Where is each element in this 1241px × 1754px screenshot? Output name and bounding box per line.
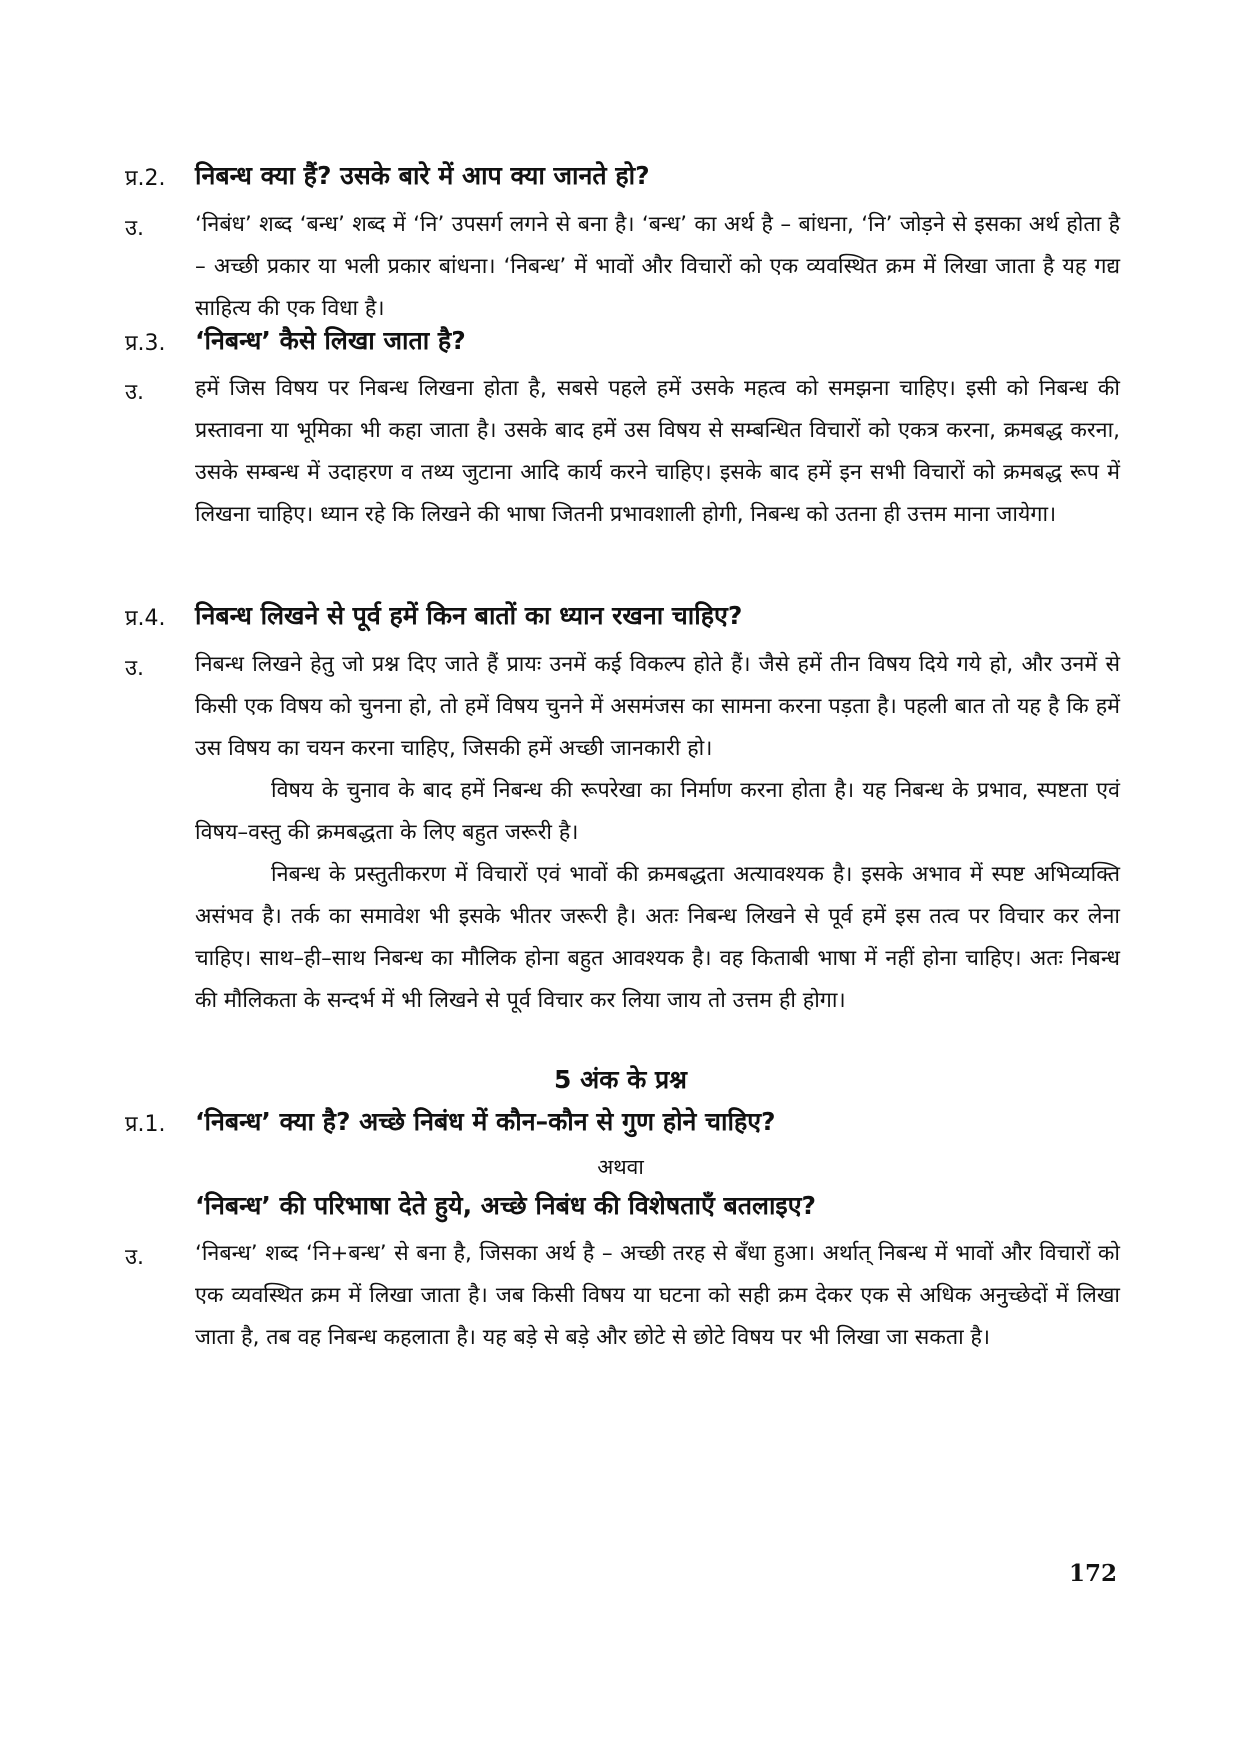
answer-paragraph: निबन्ध लिखने हेतु जो प्रश्न दिए जाते हैं प्रायः उनमें कई विकल्प होते हैं। जैसे हमें तीन विषय दिये गये हो, और उनमें से किसी एक विषय को चुनना हो, तो हमें विषय चुनने में असमंजस का सामना करना पड़ता है। पहली बात तो यह है कि हमें उस विषय का चयन करना चाहिए, जिसकी हमें अच्छी जानकारी हो। (195, 652, 1120, 761)
question-text: ‘निबन्ध’ क्या है? अच्छे निबंध में कौन–कौन से गुण होने चाहिए? (195, 1107, 776, 1136)
answer-block-q3 (125, 368, 1120, 536)
answer-block-q4 (125, 644, 1120, 1022)
answer-text: ‘निबंध’ शब्द ‘बन्ध’ शब्द में ‘नि’ उपसर्ग लगने से बना है। ‘बन्ध’ का अर्थ है – बांधना, ‘नि’ जोड़ने से इसका अर्थ होता है – अच्छी प्रकार या भली प्रकार बांधना। ‘निबन्ध’ में भावों और विचारों को एक व्यवस्थित क्रम में लिखा जाता है यह गद्य साहित्य की एक विधा है। (195, 212, 1120, 321)
answer-text (195, 644, 1120, 1022)
answer-paragraph: विषय के चुनाव के बाद हमें निबन्ध की रूपरेखा का निर्माण करना होता है। यह निबन्ध के प्रभाव, स्पष्टता एवं विषय–वस्तु की क्रमबद्धता के लिए बहुत जरूरी है। (195, 778, 1120, 845)
question-label: प्र.1. (125, 1112, 166, 1137)
or-separator: अथवा (597, 1155, 644, 1179)
question-text: निबन्ध क्या हैं? उसके बारे में आप क्या जानते हो? (195, 161, 650, 190)
answer-text: ‘निबन्ध’ शब्द ‘नि+बन्ध’ से बना है, जिसका अर्थ है – अच्छी तरह से बँधा हुआ। अर्थात् निबन्ध में भावों और विचारों को एक व्यवस्थित क्रम में लिखा जाता है। जब किसी विषय या घटना को सही क्रम देकर एक से अधिक अनुच्छेदों में लिखा जाता है, तब वह निबन्ध कहलाता है। यह बड़े से बड़े और छोटे से छोटे विषय पर भी लिखा जा सकता है। (195, 1241, 1120, 1350)
answer-paragraph: निबन्ध के प्रस्तुतीकरण में विचारों एवं भावों की क्रमबद्धता अत्यावश्यक है। इसके अभाव में स्पष्ट अभिव्यक्ति असंभव है। तर्क का समावेश भी इसके भीतर जरूरी है। अतः निबन्ध लिखने से पूर्व हमें इस तत्व पर विचार कर लेना चाहिए। साथ–ही–साथ निबन्ध का मौलिक होना बहुत आवश्यक है। वह किताबी भाषा में नहीं होना चाहिए। अतः निबन्ध की मौलिकता के सन्दर्भ में भी लिखने से पूर्व विचार कर लिया जाय तो उत्तम ही होगा। (195, 862, 1120, 1013)
question-label: प्र.3. (125, 331, 166, 356)
answer-block-q1 (125, 1233, 1120, 1359)
question-label: प्र.4. (125, 606, 166, 631)
answer-text: हमें जिस विषय पर निबन्ध लिखना होता है, सबसे पहले हमें उसके महत्व को समझना चाहिए। इसी को निबन्ध की प्रस्तावना या भूमिका भी कहा जाता है। उसके बाद हमें उस विषय से सम्बन्धित विचारों को एकत्र करना, क्रमबद्ध करना, उसके सम्बन्ध में उदाहरण व तथ्य जुटाना आदि कार्य करने चाहिए। इसके बाद हमें इन सभी विचारों को क्रमबद्ध रूप में लिखना चाहिए। ध्यान रहे कि लिखने की भाषा जितनी प्रभावशाली होगी, निबन्ध को उतना ही उत्तम माना जायेगा। (195, 376, 1120, 527)
answer-label: उ. (125, 656, 145, 681)
answer-label: उ. (125, 380, 145, 405)
answer-label: उ. (125, 1245, 145, 1270)
question-label: प्र.2. (125, 166, 166, 191)
answer-block-q2 (125, 204, 1120, 330)
section-heading: 5 अंक के प्रश्न (554, 1065, 687, 1094)
answer-label: उ. (125, 216, 145, 241)
page-number: 172 (1068, 1560, 1117, 1587)
question-block-q1 (125, 1104, 1120, 1140)
question-block-q4 (125, 598, 1120, 634)
question-block-q2 (125, 158, 1120, 194)
question-block-q3 (125, 323, 1120, 359)
alt-question-text: ‘निबन्ध’ की परिभाषा देते हुये, अच्छे निबंध की विशेषताएँ बतलाइए? (195, 1191, 817, 1220)
question-text: ‘निबन्ध’ कैसे लिखा जाता है? (195, 326, 466, 355)
alt-question-block-q1 (125, 1188, 1120, 1224)
question-text: निबन्ध लिखने से पूर्व हमें किन बातों का ध्यान रखना चाहिए? (195, 601, 743, 630)
